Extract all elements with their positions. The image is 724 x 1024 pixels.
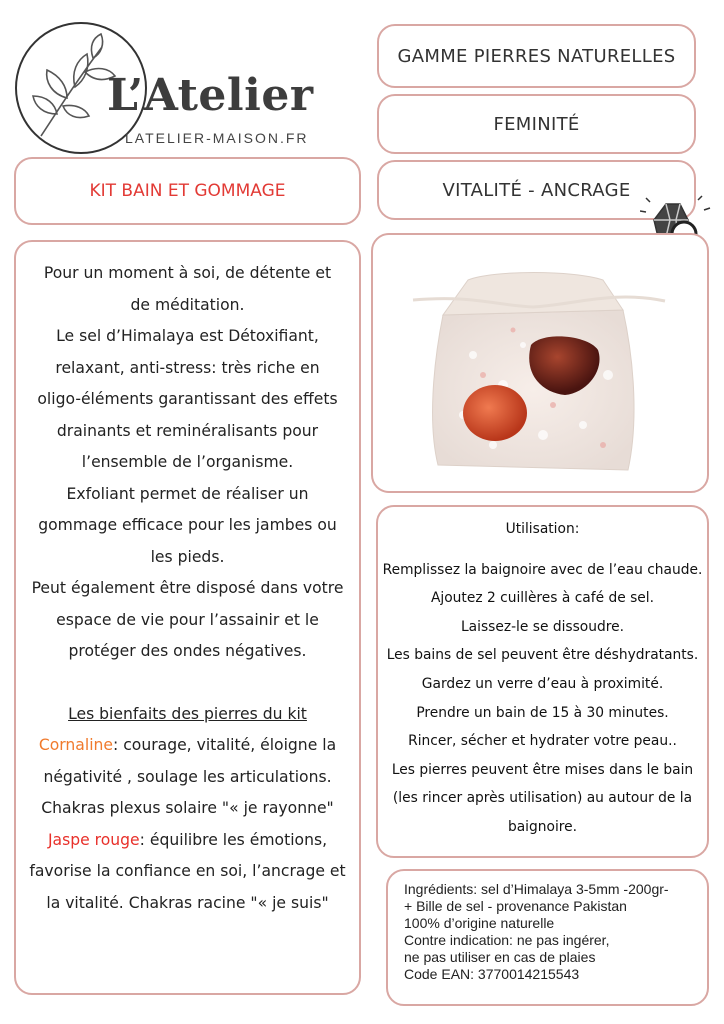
tag-feminity-label: FEMINITÉ	[493, 113, 580, 135]
ingredients-lines	[404, 881, 697, 983]
usage-box	[376, 505, 709, 858]
ingredients-line: Ingrédients: sel d’Himalaya 3-5mm -200gr-	[404, 881, 669, 897]
ingredients-box	[386, 869, 709, 1006]
description-lines	[16, 258, 359, 668]
ingredients-line: + Bille de sel - provenance Pakistan	[404, 898, 627, 914]
description-line: de méditation.	[130, 295, 245, 314]
ingredients-line: Code EAN: 3770014215543	[404, 966, 580, 982]
description-line: relaxant, anti-stress: très riche en	[55, 358, 320, 377]
description-line: Pour un moment à soi, de détente et	[43, 264, 332, 282]
usage-line: Rincer, sécher et hydrater votre peau..	[408, 733, 677, 750]
description-line: Le sel d’Himalaya est Détoxifiant,	[56, 327, 319, 345]
description-line: gommage efficace pour les jambes ou	[38, 516, 337, 534]
tag-range	[377, 24, 696, 88]
cornaline-text-3: Chakras plexus solaire "« je rayonne"	[41, 799, 334, 817]
description-box	[14, 240, 361, 995]
usage-line: Prendre un bain de 15 à 30 minutes.	[416, 704, 669, 721]
salt-bag-image	[373, 235, 707, 491]
cornaline-name: Cornaline	[38, 736, 114, 754]
description-line: oligo-éléments garantissant des effets	[37, 390, 338, 408]
product-image-box	[371, 233, 709, 493]
usage-line: Les bains de sel peuvent être déshydratants.	[386, 647, 699, 664]
cornaline-text-1: : courage, vitalité, éloigne la	[113, 736, 337, 754]
usage-line: Laissez-le se dissoudre.	[461, 618, 624, 635]
kit-title-box	[14, 157, 361, 225]
description-line: les pieds.	[150, 547, 225, 566]
tag-feminity	[377, 94, 696, 154]
kit-title: KIT BAIN ET GOMMAGE	[89, 181, 286, 201]
description-line: espace de vie pour l’assainir et le	[56, 610, 319, 629]
description-line: drainants et reminéralisants pour	[56, 421, 319, 440]
logo-title: L’Atelier	[107, 70, 314, 121]
jaspe-text-1: : équilibre les émotions,	[139, 830, 328, 849]
usage-title: Utilisation:	[505, 521, 580, 537]
usage-line: Les pierres peuvent être mises dans le bain	[391, 761, 694, 778]
usage-line: baignoire.	[507, 818, 578, 835]
cornaline-text-2: négativité , soulage les articulations.	[43, 767, 332, 786]
description-line: Exfoliant permet de réaliser un	[66, 484, 309, 503]
benefits-title: Les bienfaits des pierres du kit	[68, 704, 307, 723]
jaspe-text-3: la vitalité. Chakras racine "« je suis"	[46, 893, 329, 912]
ingredients-line: Contre indication: ne pas ingérer,	[404, 932, 610, 948]
ingredients-line: ne pas utiliser en cas de plaies	[404, 949, 596, 965]
jaspe-text-2: favorise la confiance en soi, l’ancrage et	[29, 862, 346, 880]
usage-lines	[378, 556, 707, 842]
description-line: protéger des ondes négatives.	[68, 642, 307, 660]
logo-subtitle: LATELIER-MAISON.FR	[125, 130, 309, 146]
ingredients-line: 100% d’origine naturelle	[404, 915, 555, 931]
usage-line: Remplissez la baignoire avec de l’eau chaude.	[382, 561, 703, 578]
description-line: Peut également être disposé dans votre	[31, 579, 344, 597]
usage-line: Gardez un verre d’eau à proximité.	[421, 675, 664, 692]
tag-vitality-label: VITALITÉ - ANCRAGE	[442, 179, 631, 201]
usage-line: Ajoutez 2 cuillères à café de sel.	[430, 590, 655, 607]
jaspe-name: Jaspe rouge	[47, 830, 140, 849]
brand-logo	[15, 22, 315, 162]
usage-line: (les rincer après utilisation) au autour de la	[392, 790, 693, 807]
tag-range-label: GAMME PIERRES NATURELLES	[397, 45, 676, 67]
description-line: l’ensemble de l’organisme.	[81, 453, 294, 471]
